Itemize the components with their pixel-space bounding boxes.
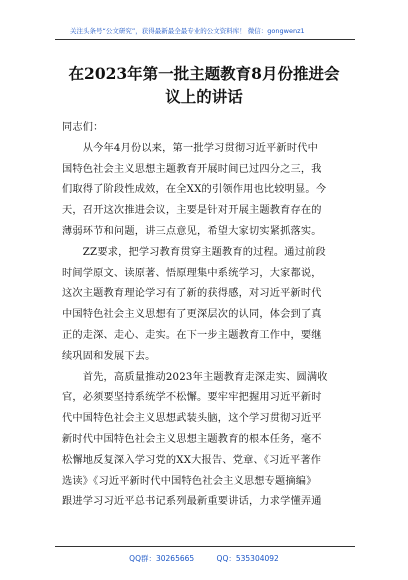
body-line: 们取得了阶段性成效，在全XX的引领作用也比较明显。今: [62, 184, 327, 196]
body-line: 跟进学习习近平总书记系列最新重要讲话，力求学懂弄通: [62, 496, 322, 508]
body-line: 中国特色社会主义思想有了更深层次的认同，体会到了真: [62, 309, 322, 321]
title-line-1: 在2023年第一批主题教育8月份推进会: [68, 64, 340, 83]
body-line: 续巩固和发展下去。: [62, 350, 156, 362]
body-line: 从今年4月份以来，第一批学习贯彻习近平新时代中: [62, 142, 318, 154]
document-title: [0, 62, 408, 108]
page-footer: [0, 546, 408, 580]
footer-divider: [55, 546, 355, 547]
body-line: 选读》《习近平新时代中国特色社会主义思想专题摘编》: [62, 475, 317, 487]
body-line: 时间学原文、读原著、悟原理集中系统学习，大家都说，: [62, 267, 322, 279]
body-line: 新时代中国特色社会主义思想主题教育的根本任务，毫不: [62, 433, 322, 445]
body-line: ZZ要求，把学习教育贯穿主题教育的过程。通过前段: [62, 246, 326, 258]
body-line: 松懈地反复深入学习党的XX大报告、党章、《习近平著作: [62, 454, 322, 466]
body-line: 官，必须要坚持系统学不松懈。要牢牢把握用习近平新时: [62, 392, 322, 404]
footer-qq: QQ：535304092: [216, 554, 279, 563]
footer-contact: [0, 553, 408, 564]
title-line-2: 议上的讲话: [165, 87, 243, 106]
body-line: 代中国特色社会主义思想武装头脑，这个学习贯彻习近平: [62, 413, 322, 425]
body-line: 这次主题教育理论学习有了新的获得感，对习近平新时代: [62, 288, 322, 300]
page-header: [0, 0, 408, 52]
body-line: 同志们：: [62, 122, 104, 133]
header-divider: [55, 39, 355, 40]
document-body: [62, 118, 354, 513]
body-line: 正的走深、走心、走实。在下一步主题教育工作中，要继: [62, 329, 322, 341]
body-line: 首先，高质量推动2023年主题教育走深走实、圆满收: [62, 371, 328, 383]
body-line: 薄弱环节和问题，讲三点意见，希望大家切实紧抓落实。: [62, 225, 322, 237]
body-line: 国特色社会主义思想主题教育开展时间已过四分之三，我: [62, 163, 322, 175]
body-line: 天，召开这次推进会议，主要是针对开展主题教育存在的: [62, 205, 322, 217]
header-banner: 关注头条号“公文研究”，获得最新最全最专业的公文资料库！ 微信：gongwenz1: [70, 27, 305, 35]
footer-qq-group: QQ群：30265665: [129, 554, 195, 563]
